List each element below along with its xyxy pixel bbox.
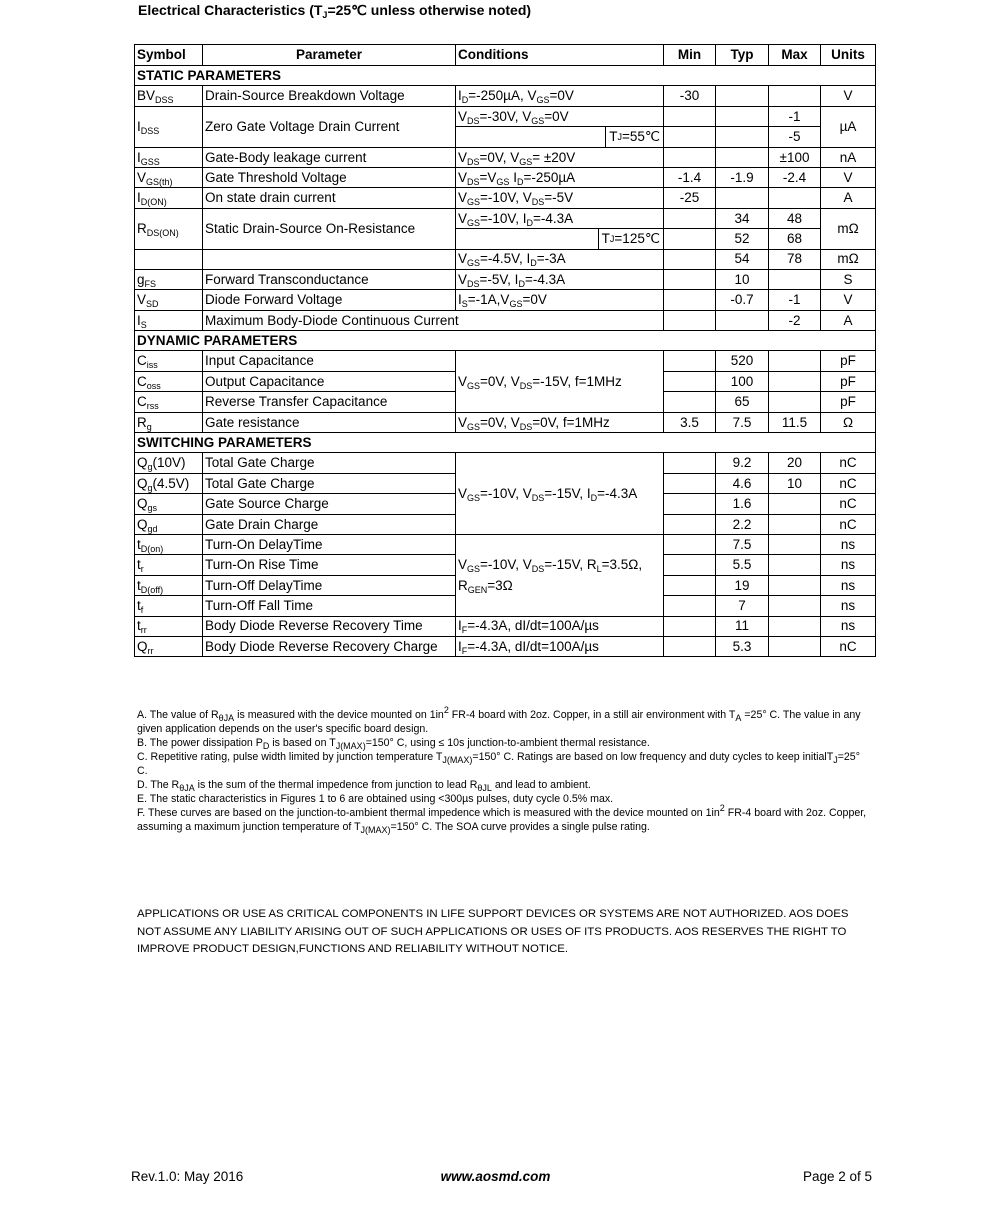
symbol-cell: $I_{D(ON)}$ xyxy=(135,188,203,208)
footnote-c: C. Repetitive rating, pulse width limited by junction temperature $T_{J(MAX)}=150^\circ$ C. Ratings are based on low frequency and duty cycles to keep initialT$_J$=25° C. xyxy=(137,751,860,777)
unit-cell: nC xyxy=(821,514,876,534)
unit-cell: V xyxy=(821,86,876,106)
min-cell xyxy=(664,392,716,412)
min-cell xyxy=(664,514,716,534)
parameter-cell: Drain-Source Breakdown Voltage xyxy=(203,86,456,106)
unit-cell: nA xyxy=(821,147,876,167)
symbol-cell: $Q_{gs}$ xyxy=(135,494,203,514)
symbol-cell: $Q_g(4.5V)$ xyxy=(135,473,203,493)
disclaimer: APPLICATIONS OR USE AS CRITICAL COMPONENTS IN LIFE SUPPORT DEVICES OR SYSTEMS ARE NOT AUTHORIZED. AOS DOES NOT ASSUME ANY LIABILITY ARISING OUT OF SUCH APPLICATIONS OR USES OF ITS PRODUCTS. AOS RESERVES THE RIGHT TO IMPROVE PRODUCT DESIGN,FUNCTIONS AND RELIABILITY WITHOUT NOTICE. xyxy=(137,908,849,955)
parameter-cell: Turn-On DelayTime xyxy=(203,534,456,554)
parameter-cell: Gate resistance xyxy=(203,412,456,432)
max-cell xyxy=(769,514,821,534)
min-cell xyxy=(664,596,716,616)
condition-cell: $I_D=-250\mu A$, $V_{GS}=0V$ xyxy=(456,86,664,106)
typ-cell: 7.5 xyxy=(716,534,769,554)
min-cell xyxy=(664,453,716,473)
typ-cell: 1.6 xyxy=(716,494,769,514)
table-row xyxy=(135,351,876,371)
min-cell: -25 xyxy=(664,188,716,208)
parameter-cell: Zero Gate Voltage Drain Current xyxy=(203,106,456,147)
symbol-cell: $R_g$ xyxy=(135,412,203,432)
unit-cell: nC xyxy=(821,636,876,656)
typ-cell: 10 xyxy=(716,269,769,289)
parameter-cell: Static Drain-Source On-Resistance xyxy=(203,208,456,249)
max-cell xyxy=(769,371,821,391)
parameter-cell: Diode Forward Voltage xyxy=(203,290,456,310)
typ-cell xyxy=(716,106,769,126)
footnotes xyxy=(137,705,867,835)
condition-cell: $V_{GS}=0V$, $V_{DS}=-15V$, f=1MHz xyxy=(456,351,664,412)
parameter-cell xyxy=(203,249,456,269)
typ-cell: 100 xyxy=(716,371,769,391)
min-cell xyxy=(664,208,716,228)
max-cell: 10 xyxy=(769,473,821,493)
max-cell: -2 xyxy=(769,310,821,330)
unit-cell: pF xyxy=(821,371,876,391)
symbol-cell: $Q_{gd}$ xyxy=(135,514,203,534)
parameter-cell: Reverse Transfer Capacitance xyxy=(203,392,456,412)
page-number: Page 2 of 5 xyxy=(802,1169,872,1184)
unit-cell: ns xyxy=(821,534,876,554)
table-header-row xyxy=(135,45,876,66)
max-cell: 68 xyxy=(769,229,821,249)
parameter-cell: Gate Source Charge xyxy=(203,494,456,514)
symbol-cell: $t_{rr}$ xyxy=(135,616,203,636)
symbol-cell: $V_{GS(th)}$ xyxy=(135,167,203,187)
max-cell xyxy=(769,188,821,208)
unit-cell: A xyxy=(821,310,876,330)
condition-cell: $V_{DS}=0V$, $V_{GS}= \pm 20V$ xyxy=(456,147,664,167)
condition-cell: $I_F=-4.3A$, dI/dt=100A/µs xyxy=(456,616,664,636)
max-cell xyxy=(769,351,821,371)
min-cell: -30 xyxy=(664,86,716,106)
table-row xyxy=(135,290,876,310)
condition-cell: T J =55℃ xyxy=(456,127,664,147)
revision-label: Rev.1.0: May 2016 xyxy=(131,1169,244,1184)
symbol-cell: $C_{iss}$ xyxy=(135,351,203,371)
unit-cell: pF xyxy=(821,351,876,371)
typ-cell xyxy=(716,127,769,147)
footnote-f: F. These curves are based on the junction-to-ambient thermal impedence which is measured with the device mounted on $1in^2$ FR-4 board with 2oz. Copper, assuming a maximum junction temperature of $T_{J(MAX)}=150^\circ$ C. The SOA curve provides a single pulse rating. xyxy=(137,803,867,835)
section-static: STATIC PARAMETERS xyxy=(135,66,876,86)
unit-cell: nC xyxy=(821,494,876,514)
max-cell: 11.5 xyxy=(769,412,821,432)
min-cell: -1.4 xyxy=(664,167,716,187)
symbol-cell: $t_r$ xyxy=(135,555,203,575)
typ-cell: 65 xyxy=(716,392,769,412)
parameter-cell: Turn-Off Fall Time xyxy=(203,596,456,616)
max-cell: -5 xyxy=(769,127,821,147)
typ-cell: -1.9 xyxy=(716,167,769,187)
section-dynamic: DYNAMIC PARAMETERS xyxy=(135,331,876,351)
electrical-characteristics-table xyxy=(134,44,876,657)
typ-cell xyxy=(716,147,769,167)
parameter-cell: Output Capacitance xyxy=(203,371,456,391)
max-cell xyxy=(769,575,821,595)
header-min: Min xyxy=(664,45,716,66)
unit-cell: pF xyxy=(821,392,876,412)
typ-cell xyxy=(716,188,769,208)
header-max: Max xyxy=(769,45,821,66)
min-cell xyxy=(664,106,716,126)
condition-cell: $V_{DS}=-30V$, $V_{GS}=0V$ xyxy=(456,106,664,126)
footnote-a: A. The value of $R_{\theta JA}$ is measured with the device mounted on $1in^2$ FR-4 board with 2oz. Copper, in a still air environment with $T_A =25^\circ$ C. The value in any given application depends on the user's specific board design. xyxy=(137,705,861,735)
min-cell xyxy=(664,229,716,249)
min-cell xyxy=(664,473,716,493)
parameter-cell: Total Gate Charge xyxy=(203,453,456,473)
parameter-cell: Gate-Body leakage current xyxy=(203,147,456,167)
typ-cell: 52 xyxy=(716,229,769,249)
symbol-cell: $BV_{DSS}$ xyxy=(135,86,203,106)
typ-cell: 9.2 xyxy=(716,453,769,473)
table-row xyxy=(135,616,876,636)
table-row xyxy=(135,106,876,126)
min-cell: 3.5 xyxy=(664,412,716,432)
typ-cell: 19 xyxy=(716,575,769,595)
unit-cell: mΩ xyxy=(821,208,876,249)
typ-cell: 7 xyxy=(716,596,769,616)
table-row xyxy=(135,636,876,656)
condition-cell: $V_{GS}=-4.5V$, $I_D=-3A$ xyxy=(456,249,664,269)
max-cell xyxy=(769,555,821,575)
condition-cell: $V_{DS}=V_{GS}$ $I_D=-250\mu A$ xyxy=(456,167,664,187)
condition-cell: $V_{GS}=-10V$, $V_{DS}=-15V$, $R_L=3.5\Omega$, $R_{GEN}=3\Omega$ xyxy=(456,534,664,616)
unit-cell: nC xyxy=(821,473,876,493)
symbol-cell: $I_{GSS}$ xyxy=(135,147,203,167)
symbol-cell: $C_{rss}$ xyxy=(135,392,203,412)
typ-cell xyxy=(716,86,769,106)
symbol-cell: $Q_g(10V)$ xyxy=(135,453,203,473)
unit-cell: V xyxy=(821,167,876,187)
website-link[interactable]: www.aosmd.com xyxy=(440,1169,551,1184)
symbol-cell: $Q_{rr}$ xyxy=(135,636,203,656)
min-cell xyxy=(664,127,716,147)
min-cell xyxy=(664,351,716,371)
max-cell xyxy=(769,494,821,514)
unit-cell: S xyxy=(821,269,876,289)
unit-cell: A xyxy=(821,188,876,208)
max-cell: ±100 xyxy=(769,147,821,167)
parameter-cell: Turn-On Rise Time xyxy=(203,555,456,575)
table-row xyxy=(135,269,876,289)
max-cell: -2.4 xyxy=(769,167,821,187)
table-row xyxy=(135,310,876,330)
footnote-e: E. The static characteristics in Figures 1 to 6 are obtained using <300µs pulses, duty cycle 0.5% max. xyxy=(137,793,614,805)
min-cell xyxy=(664,494,716,514)
unit-cell: nC xyxy=(821,453,876,473)
unit-cell: µA xyxy=(821,106,876,147)
symbol-cell: $R_{DS(ON)}$ xyxy=(135,208,203,249)
header-conditions: Conditions xyxy=(456,45,664,66)
symbol-cell: $C_{oss}$ xyxy=(135,371,203,391)
unit-cell: V xyxy=(821,290,876,310)
unit-cell: mΩ xyxy=(821,249,876,269)
min-cell xyxy=(664,534,716,554)
min-cell xyxy=(664,616,716,636)
typ-cell: 520 xyxy=(716,351,769,371)
parameter-cell: Total Gate Charge xyxy=(203,473,456,493)
parameter-cell: Forward Transconductance xyxy=(203,269,456,289)
unit-cell: ns xyxy=(821,575,876,595)
min-cell xyxy=(664,147,716,167)
parameter-cell: Body Diode Reverse Recovery Charge xyxy=(203,636,456,656)
typ-cell: 4.6 xyxy=(716,473,769,493)
footnote-d: D. The $R_{\theta JA}$ is the sum of the thermal impedence from junction to lead $R_{\theta JL}$ and lead to ambient. xyxy=(137,779,591,793)
page-title: Electrical Characteristics ($T_J=25℃$ unless otherwise noted) xyxy=(138,2,532,20)
parameter-cell: Body Diode Reverse Recovery Time xyxy=(203,616,456,636)
condition-cell: $I_S=-1A,V_{GS}=0V$ xyxy=(456,290,664,310)
parameter-cell: Input Capacitance xyxy=(203,351,456,371)
condition-cell: $V_{GS}=-10V$, $V_{DS}=-15V$, $I_D=-4.3A$ xyxy=(456,453,664,535)
max-cell: 78 xyxy=(769,249,821,269)
typ-cell: 34 xyxy=(716,208,769,228)
typ-cell: 5.3 xyxy=(716,636,769,656)
unit-cell: ns xyxy=(821,555,876,575)
max-cell xyxy=(769,269,821,289)
parameter-cell: Maximum Body-Diode Continuous Current xyxy=(203,310,664,330)
typ-cell xyxy=(716,310,769,330)
parameter-cell: On state drain current xyxy=(203,188,456,208)
min-cell xyxy=(664,290,716,310)
condition-cell: $V_{DS}=-5V$, $I_D=-4.3A$ xyxy=(456,269,664,289)
table-row xyxy=(135,249,876,269)
typ-cell: -0.7 xyxy=(716,290,769,310)
condition-cell: $I_F=-4.3A$, dI/dt=100A/µs xyxy=(456,636,664,656)
min-cell xyxy=(664,371,716,391)
max-cell xyxy=(769,636,821,656)
typ-cell: 54 xyxy=(716,249,769,269)
max-cell xyxy=(769,534,821,554)
symbol-cell: $I_{DSS}$ xyxy=(135,106,203,147)
unit-cell: Ω xyxy=(821,412,876,432)
table-row xyxy=(135,412,876,432)
min-cell xyxy=(664,310,716,330)
symbol-cell: $I_S$ xyxy=(135,310,203,330)
max-cell: 20 xyxy=(769,453,821,473)
parameter-cell: Gate Drain Charge xyxy=(203,514,456,534)
condition-cell: T J =125℃ xyxy=(456,229,664,249)
section-switching: SWITCHING PARAMETERS xyxy=(135,433,876,453)
unit-cell: ns xyxy=(821,596,876,616)
symbol-cell: $t_{D(off)}$ xyxy=(135,575,203,595)
table-row xyxy=(135,167,876,187)
table-row xyxy=(135,188,876,208)
max-cell: -1 xyxy=(769,106,821,126)
table-row xyxy=(135,208,876,228)
footnote-b: B. The power dissipation $P_D$ is based on $T_{J(MAX)}=150^\circ$ C, using ≤ 10s junction-to-ambient thermal resistance. xyxy=(137,737,650,751)
max-cell: -1 xyxy=(769,290,821,310)
typ-cell: 2.2 xyxy=(716,514,769,534)
max-cell xyxy=(769,616,821,636)
max-cell xyxy=(769,392,821,412)
header-symbol: Symbol xyxy=(135,45,203,66)
header-typ: Typ xyxy=(716,45,769,66)
unit-cell: ns xyxy=(821,616,876,636)
min-cell xyxy=(664,249,716,269)
symbol-cell xyxy=(135,249,203,269)
table-row xyxy=(135,453,876,473)
condition-cell: $V_{GS}=-10V$, $V_{DS}=-5V$ xyxy=(456,188,664,208)
max-cell: 48 xyxy=(769,208,821,228)
typ-cell: 7.5 xyxy=(716,412,769,432)
table-row xyxy=(135,534,876,554)
max-cell xyxy=(769,86,821,106)
max-cell xyxy=(769,596,821,616)
min-cell xyxy=(664,575,716,595)
symbol-cell: $t_{D(on)}$ xyxy=(135,534,203,554)
symbol-cell: $t_f$ xyxy=(135,596,203,616)
symbol-cell: $V_{SD}$ xyxy=(135,290,203,310)
condition-cell: $V_{GS}=-10V$, $I_D=-4.3A$ xyxy=(456,208,664,228)
typ-cell: 11 xyxy=(716,616,769,636)
condition-cell: $V_{GS}=0V$, $V_{DS}=0V$, f=1MHz xyxy=(456,412,664,432)
parameter-cell: Turn-Off DelayTime xyxy=(203,575,456,595)
table-row xyxy=(135,86,876,106)
header-units: Units xyxy=(821,45,876,66)
min-cell xyxy=(664,636,716,656)
symbol-cell: $g_{FS}$ xyxy=(135,269,203,289)
typ-cell: 5.5 xyxy=(716,555,769,575)
table-row xyxy=(135,147,876,167)
min-cell xyxy=(664,555,716,575)
parameter-cell: Gate Threshold Voltage xyxy=(203,167,456,187)
min-cell xyxy=(664,269,716,289)
header-parameter: Parameter xyxy=(203,45,456,66)
